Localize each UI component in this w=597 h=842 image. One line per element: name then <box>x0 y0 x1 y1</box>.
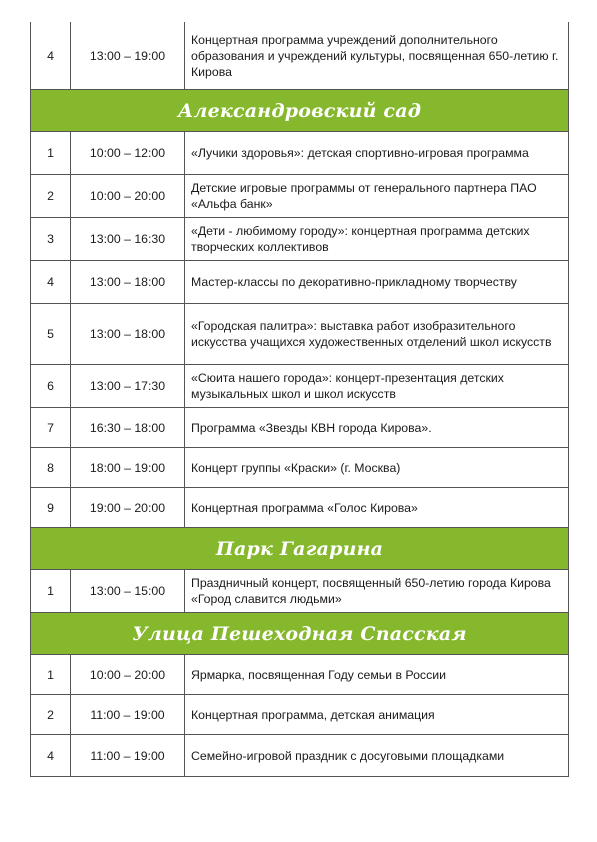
row-number: 4 <box>31 261 71 303</box>
row-description: Праздничный концерт, посвященный 650-летию города Кирова «Город славится людьми» <box>191 576 551 606</box>
row-time: 10:00 – 20:00 <box>71 175 185 217</box>
row-time: 10:00 – 12:00 <box>71 132 185 174</box>
row-number: 8 <box>31 448 71 487</box>
row-number: 4 <box>31 22 71 89</box>
row-number: 1 <box>31 570 71 612</box>
row-description: Концертная программа учреждений дополнительного образования и учреждений культуры, посвященная 650-летию г. Кирова <box>191 32 559 79</box>
table-row <box>31 218 568 261</box>
row-number: 4 <box>31 735 71 776</box>
row-time: 13:00 – 16:30 <box>71 218 185 260</box>
section-heading-park-gagarina: Парк Гагарина <box>31 528 568 570</box>
row-description: «Лучики здоровья»: детская спортивно-игровая программа <box>191 146 529 160</box>
row-time: 10:00 – 20:00 <box>71 655 185 694</box>
row-description: Концерт группы «Краски» (г. Москва) <box>191 460 401 475</box>
table-row <box>31 304 568 365</box>
table-row <box>31 261 568 304</box>
table-row <box>31 735 568 777</box>
row-number: 9 <box>31 488 71 527</box>
table-row <box>31 488 568 528</box>
table-row <box>31 365 568 408</box>
row-description: Детские игровые программы от генерального партнера ПАО «Альфа банк» <box>191 181 537 211</box>
table-row <box>31 22 568 90</box>
table-row <box>31 132 568 175</box>
table-row <box>31 570 568 613</box>
row-number: 6 <box>31 365 71 407</box>
row-time: 13:00 – 18:00 <box>71 261 185 303</box>
row-time: 13:00 – 15:00 <box>71 570 185 612</box>
row-description: Концертная программа, детская анимация <box>191 707 435 722</box>
row-description: «Городская палитра»: выставка работ изобразительного искусства учащихся художественных отделений школ искусств <box>191 319 552 349</box>
row-number: 1 <box>31 132 71 174</box>
row-description: «Дети - любимому городу»: концертная программа детских творческих коллективов <box>191 224 530 254</box>
row-time: 13:00 – 17:30 <box>71 365 185 407</box>
row-time: 11:00 – 19:00 <box>71 695 185 734</box>
row-number: 2 <box>31 695 71 734</box>
row-time: 16:30 – 18:00 <box>71 408 185 447</box>
table-row <box>31 655 568 695</box>
row-time: 19:00 – 20:00 <box>71 488 185 527</box>
row-number: 3 <box>31 218 71 260</box>
row-time: 13:00 – 19:00 <box>71 22 185 89</box>
table-row <box>31 408 568 448</box>
row-number: 2 <box>31 175 71 217</box>
table-row <box>31 695 568 735</box>
row-description: «Сюита нашего города»: концерт-презентация детских музыкальных школ и школ искусств <box>191 371 504 401</box>
table-row <box>31 175 568 218</box>
row-description: Мастер-классы по декоративно-прикладному творчеству <box>191 275 517 289</box>
row-time: 11:00 – 19:00 <box>71 735 185 776</box>
table-row <box>31 448 568 488</box>
row-time: 13:00 – 18:00 <box>71 304 185 364</box>
section-heading-ulitsa-spasskaya: Улица Пешеходная Спасская <box>31 613 568 655</box>
schedule-table <box>30 22 569 777</box>
row-description: Концертная программа «Голос Кирова» <box>191 500 418 515</box>
row-number: 1 <box>31 655 71 694</box>
row-number: 7 <box>31 408 71 447</box>
row-description: Ярмарка, посвященная Году семьи в России <box>191 667 446 682</box>
row-number: 5 <box>31 304 71 364</box>
row-description: Семейно-игровой праздник с досуговыми площадками <box>191 748 505 763</box>
section-heading-aleksandrovsky-sad: Александровский сад <box>31 90 568 132</box>
row-time: 18:00 – 19:00 <box>71 448 185 487</box>
row-description: Программа «Звезды КВН города Кирова». <box>191 420 432 435</box>
